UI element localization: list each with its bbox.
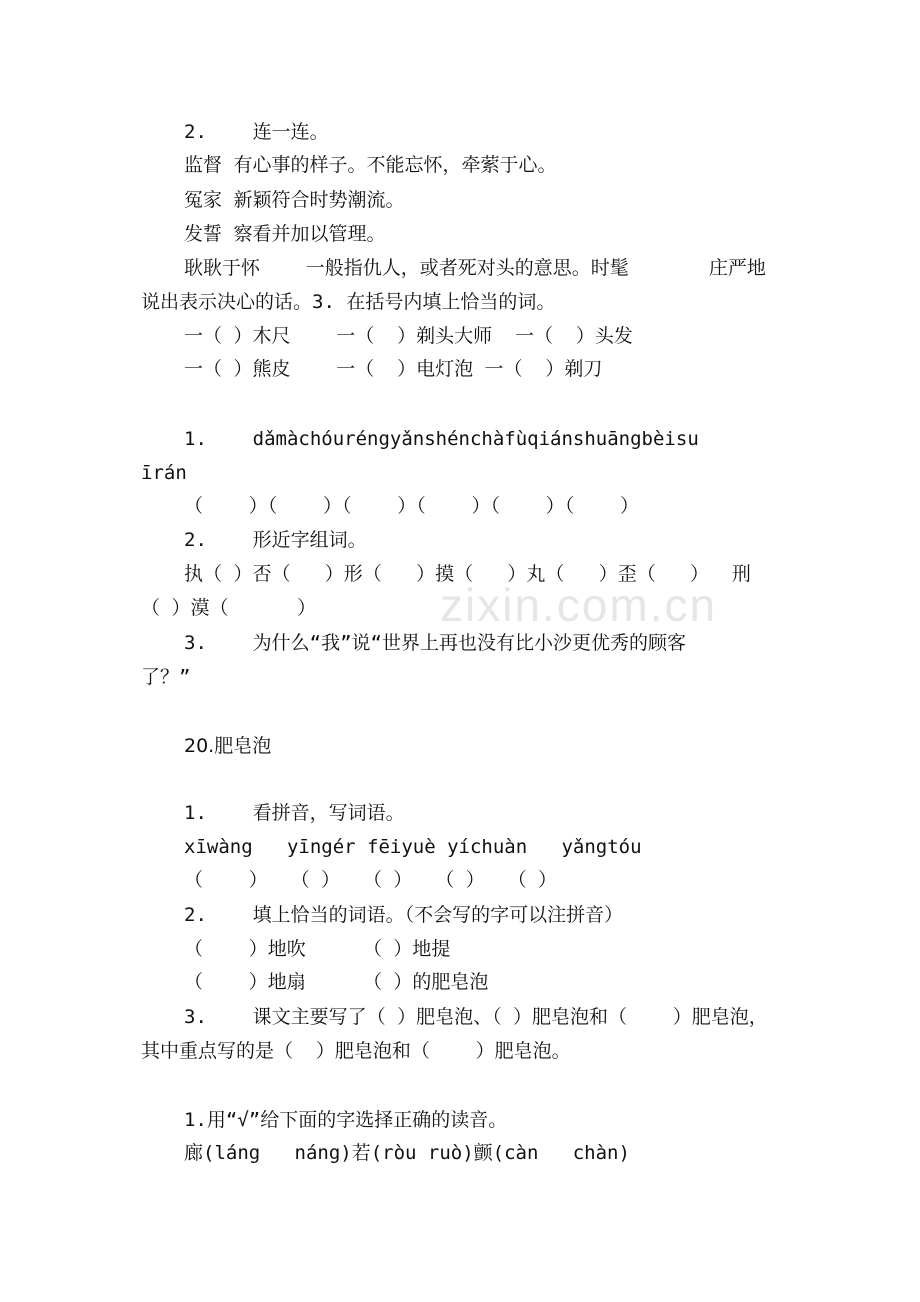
pinyin-line: īrán (141, 462, 187, 484)
similar-chars-line: （ ）漠（ ） (141, 597, 317, 619)
exercise-heading-connect: 2. 连一连。 (184, 121, 329, 143)
answer-blanks-line: （ ） （ ） （ ） （ ） （ ） (184, 869, 558, 891)
exercise-heading-write-words: 1. 看拼音，写词语。 (184, 802, 405, 824)
fill-words-line: （ ）地吹 （ ）地提 (184, 938, 451, 960)
fill-measure-word-line: 一（ ）木尺 一（ ）剃头大师 一（ ）头发 (184, 325, 633, 347)
connect-item-line: 说出表示决心的话。3. 在括号内填上恰当的词。 (141, 291, 556, 313)
question-line: 其中重点写的是（ ）肥皂泡和（ ）肥皂泡。 (141, 1040, 571, 1062)
answer-blanks-line: （ ）（ ）（ ）（ ）（ ）（ ） (184, 495, 640, 517)
connect-item-line: 发誓 察看并加以管理。 (184, 223, 386, 245)
watermark: zixin.com.cn (440, 579, 718, 631)
pronunciation-line: 廊(láng náng)若(ròu ruò)颤(càn chàn) (184, 1142, 630, 1164)
pinyin-line: xīwàng yīngér fēiyuè yíchuàn yǎngtóu (184, 836, 642, 858)
exercise-heading-pronunciation: 1.用“√”给下面的字选择正确的读音。 (184, 1109, 508, 1131)
exercise-heading-similar-chars: 2. 形近字组词。 (184, 529, 367, 551)
question-line: 3. 为什么“我”说“世界上再也没有比小沙更优秀的顾客 (184, 632, 686, 654)
lesson-title: 20.肥皂泡 (184, 735, 272, 757)
fill-words-line: （ ）地扇 （ ）的肥皂泡 (184, 971, 489, 993)
fill-measure-word-line: 一（ ）熊皮 一（ ）电灯泡 一（ ）剃刀 (184, 358, 603, 380)
question-line: 3. 课文主要写了（ ）肥皂泡、（ ）肥皂泡和（ ）肥皂泡， (184, 1006, 768, 1028)
question-line: 了？” (141, 666, 191, 688)
connect-item-line: 冤家 新颖符合时势潮流。 (184, 189, 405, 211)
pinyin-line: 1. dǎmàchóuréngyǎnshénchàfùqiánshuāngbèisu (184, 428, 699, 450)
connect-item-line: 耿耿于怀 一般指仇人，或者死对头的意思。时髦 庄严地 (184, 257, 766, 279)
connect-item-line: 监督 有心事的样子。不能忘怀，牵萦于心。 (184, 154, 557, 176)
similar-chars-line: 执（ ）否（ ）形（ ）摸（ ）丸（ ）歪（ ） 刑 (184, 563, 751, 585)
exercise-heading-fill-words: 2. 填上恰当的词语。（不会写的字可以注拼音） (184, 904, 624, 926)
